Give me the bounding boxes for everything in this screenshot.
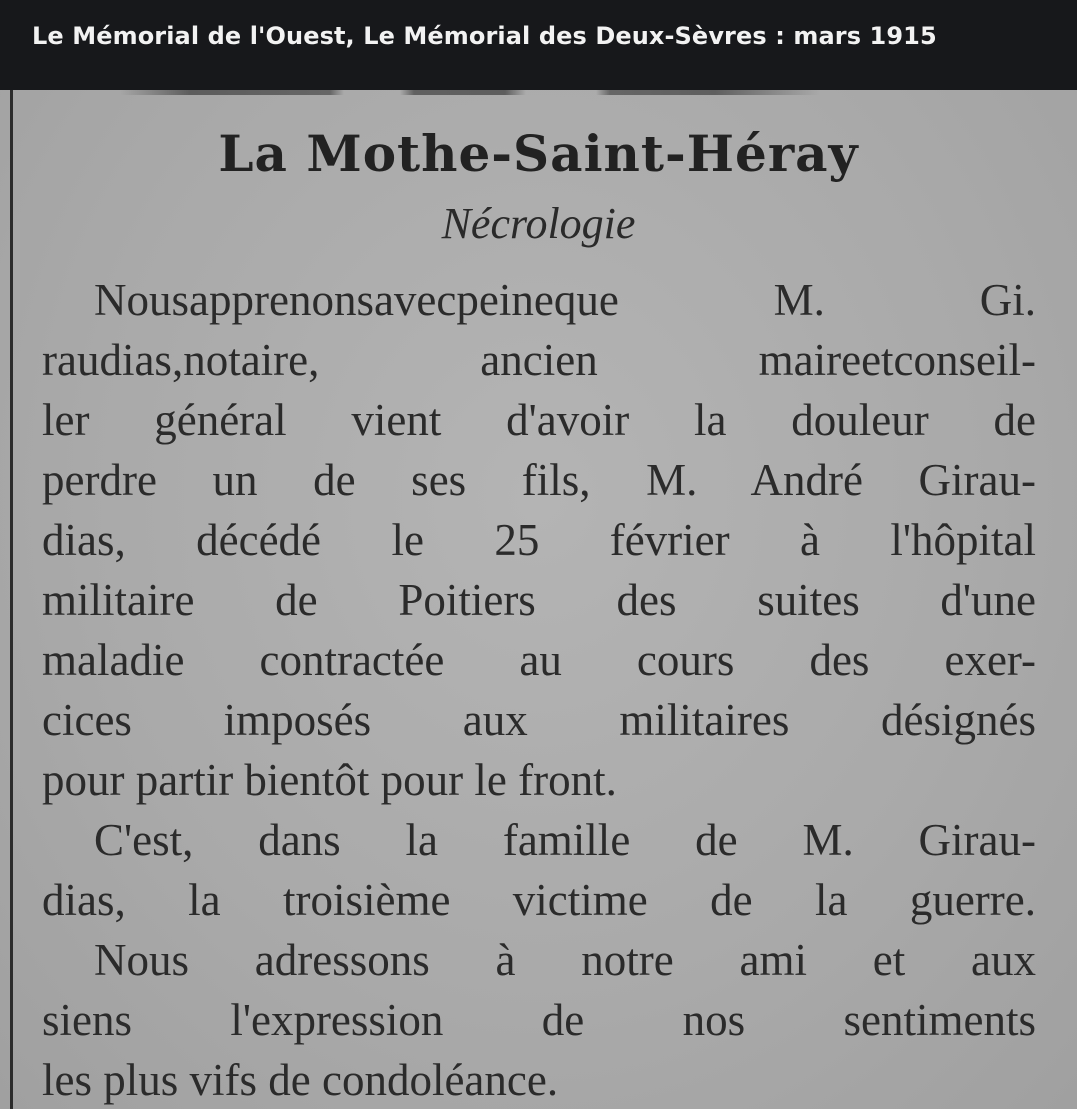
article-line: raudias,notaire, ancien maireetconseil- — [42, 335, 1036, 385]
article-headline: La Mothe-Saint-Héray — [218, 124, 859, 183]
newspaper-scan — [0, 90, 1077, 1109]
article-line: siens l'expression de nos sentiments — [42, 995, 1036, 1045]
article-line: dias, décédé le 25 février à l'hôpital — [42, 515, 1036, 565]
article-line: Nousapprenonsavecpeineque M. Gi. — [94, 275, 1036, 325]
document-title: Le Mémorial de l'Ouest, Le Mémorial des Deux-Sèvres : mars 1915 — [32, 22, 937, 50]
article-line: les plus vifs de condoléance. — [42, 1055, 559, 1105]
cropped-text-edge — [120, 90, 820, 95]
article-line: perdre un de ses fils, M. André Girau- — [42, 455, 1036, 505]
article-line: ler général vient d'avoir la douleur de — [42, 395, 1036, 445]
article-line: C'est, dans la famille de M. Girau- — [94, 815, 1036, 865]
article-line: pour partir bientôt pour le front. — [42, 755, 617, 805]
title-bar — [0, 0, 1077, 90]
article-subheading: Nécrologie — [441, 199, 636, 248]
article-line: Nous adressons à notre ami et aux — [94, 935, 1036, 985]
article-line: cices imposés aux militaires désignés — [42, 695, 1036, 745]
article-line: maladie contractée au cours des exer- — [42, 635, 1036, 685]
article-body — [42, 270, 1036, 1109]
article-line: dias, la troisième victime de la guerre. — [42, 875, 1036, 925]
article-line: militaire de Poitiers des suites d'une — [42, 575, 1036, 625]
